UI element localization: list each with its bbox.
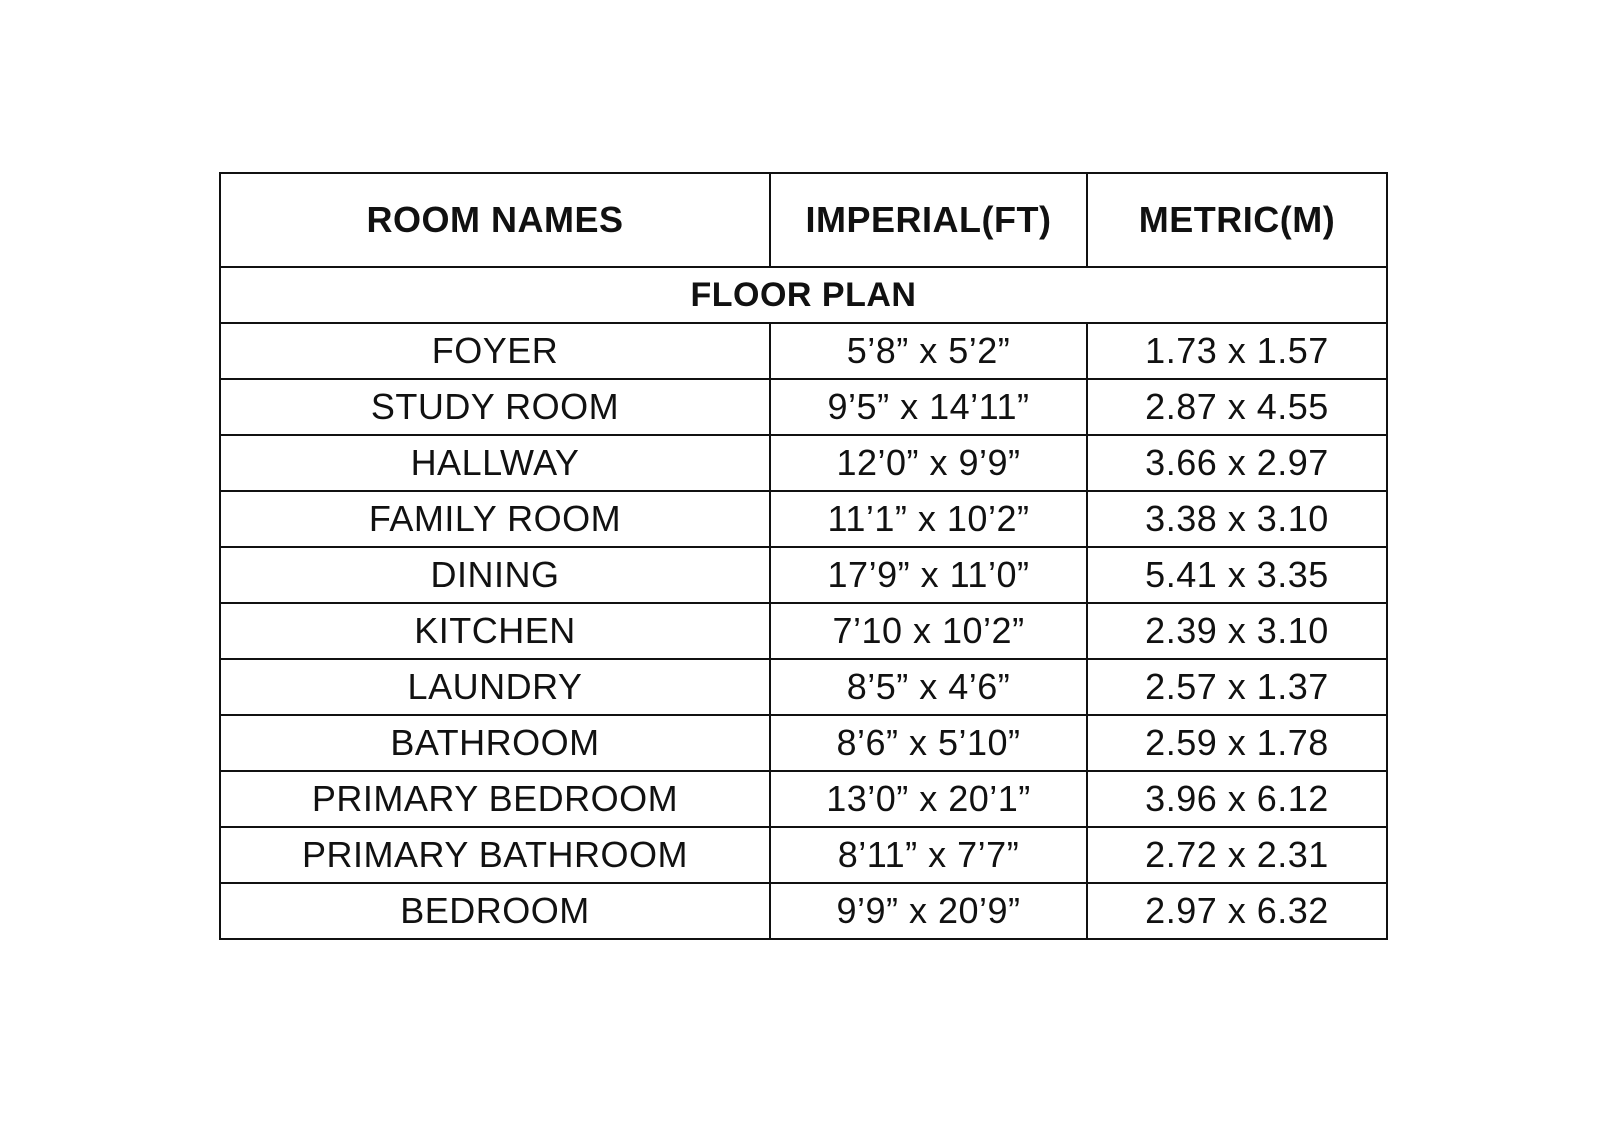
- metric-dimension-cell: 2.39 x 3.10: [1087, 603, 1387, 659]
- table-row: [220, 547, 1387, 603]
- table-row: [220, 603, 1387, 659]
- table-row: [220, 827, 1387, 883]
- imperial-dimension-cell: 5’8” x 5’2”: [770, 323, 1087, 379]
- table-header-row: [220, 173, 1387, 267]
- room-dimensions-table: [219, 172, 1388, 940]
- metric-dimension-cell: 3.96 x 6.12: [1087, 771, 1387, 827]
- metric-dimension-cell: 3.38 x 3.10: [1087, 491, 1387, 547]
- imperial-dimension-cell: 7’10 x 10’2”: [770, 603, 1087, 659]
- imperial-dimension-cell: 11’1” x 10’2”: [770, 491, 1087, 547]
- imperial-dimension-cell: 12’0” x 9’9”: [770, 435, 1087, 491]
- table-row: [220, 659, 1387, 715]
- room-name-cell: PRIMARY BEDROOM: [220, 771, 770, 827]
- table-row: [220, 491, 1387, 547]
- room-name-cell: FOYER: [220, 323, 770, 379]
- table-row: [220, 883, 1387, 939]
- metric-dimension-cell: 2.87 x 4.55: [1087, 379, 1387, 435]
- metric-dimension-cell: 3.66 x 2.97: [1087, 435, 1387, 491]
- table-row: [220, 435, 1387, 491]
- room-name-cell: KITCHEN: [220, 603, 770, 659]
- room-name-cell: LAUNDRY: [220, 659, 770, 715]
- header-room-names: ROOM NAMES: [220, 173, 770, 267]
- section-title: FLOOR PLAN: [220, 267, 1387, 323]
- imperial-dimension-cell: 8’6” x 5’10”: [770, 715, 1087, 771]
- metric-dimension-cell: 2.57 x 1.37: [1087, 659, 1387, 715]
- header-imperial: IMPERIAL(FT): [770, 173, 1087, 267]
- metric-dimension-cell: 2.97 x 6.32: [1087, 883, 1387, 939]
- imperial-dimension-cell: 9’5” x 14’11”: [770, 379, 1087, 435]
- room-name-cell: PRIMARY BATHROOM: [220, 827, 770, 883]
- metric-dimension-cell: 1.73 x 1.57: [1087, 323, 1387, 379]
- room-name-cell: DINING: [220, 547, 770, 603]
- metric-dimension-cell: 2.59 x 1.78: [1087, 715, 1387, 771]
- imperial-dimension-cell: 13’0” x 20’1”: [770, 771, 1087, 827]
- imperial-dimension-cell: 8’5” x 4’6”: [770, 659, 1087, 715]
- metric-dimension-cell: 2.72 x 2.31: [1087, 827, 1387, 883]
- imperial-dimension-cell: 17’9” x 11’0”: [770, 547, 1087, 603]
- table-row: [220, 715, 1387, 771]
- table-row: [220, 379, 1387, 435]
- table-row: [220, 771, 1387, 827]
- imperial-dimension-cell: 9’9” x 20’9”: [770, 883, 1087, 939]
- imperial-dimension-cell: 8’11” x 7’7”: [770, 827, 1087, 883]
- room-name-cell: BEDROOM: [220, 883, 770, 939]
- room-name-cell: HALLWAY: [220, 435, 770, 491]
- metric-dimension-cell: 5.41 x 3.35: [1087, 547, 1387, 603]
- section-row: [220, 267, 1387, 323]
- table-row: [220, 323, 1387, 379]
- room-name-cell: FAMILY ROOM: [220, 491, 770, 547]
- room-name-cell: BATHROOM: [220, 715, 770, 771]
- header-metric: METRIC(M): [1087, 173, 1387, 267]
- room-name-cell: STUDY ROOM: [220, 379, 770, 435]
